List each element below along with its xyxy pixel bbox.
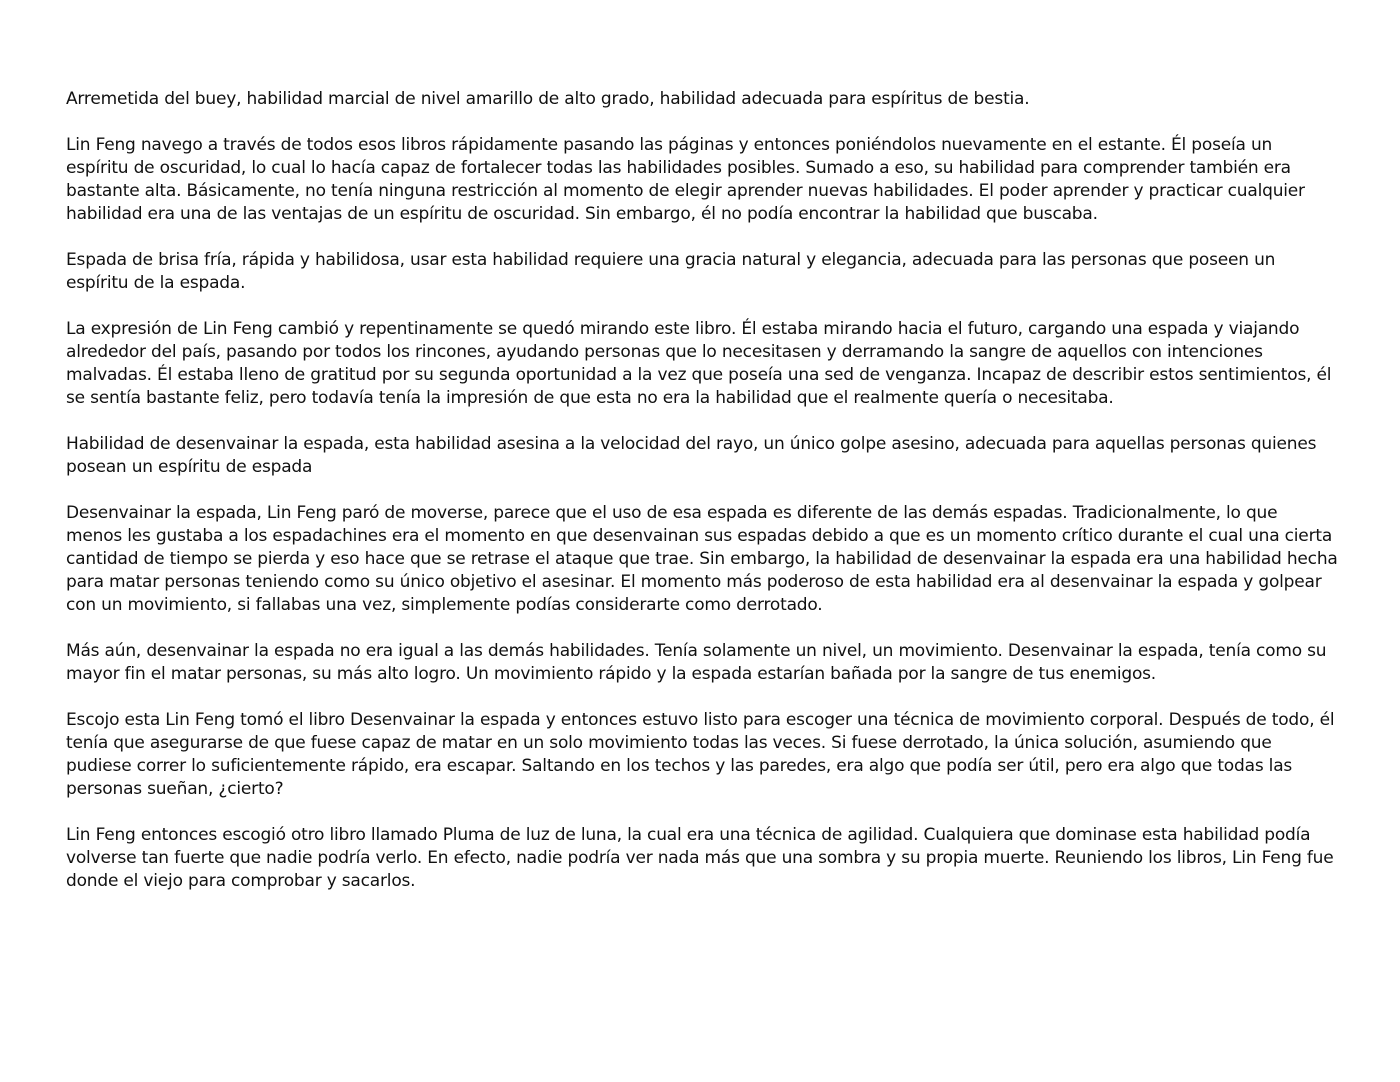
- paragraph-3: Espada de brisa fría, rápida y habilidosa, usar esta habilidad requiere una gracia natural y elegancia, adecuada para las personas que poseen un espíritu de la espada.: [66, 250, 1276, 293]
- paragraph-2: Lin Feng navego a través de todos esos libros rápidamente pasando las páginas y entonces poniéndolos nuevamente en el estante. Él poseía un espíritu de oscuridad, lo cual lo hacía capaz de fortalecer todas las habilidades posibles. Sumado a eso, su habilidad para comprender también era bastante alta. Básicamente, no tenía ninguna restricción al momento de elegir aprender nuevas habilidades. El poder aprender y practicar cualquier habilidad era una de las ventajas de un espíritu de oscuridad. Sin embargo, él no podía encontrar la habilidad que buscaba.: [66, 135, 1305, 224]
- paragraph-1: Arremetida del buey, habilidad marcial de nivel amarillo de alto grado, habilidad adecuada para espíritus de bestia.: [66, 89, 1030, 109]
- paragraph-8: Escojo esta Lin Feng tomó el libro Desenvainar la espada y entonces estuvo listo para escoger una técnica de movimiento corporal. Después de todo, él tenía que asegurarse de que fuese capaz de matar en un solo movimiento todas las veces. Si fuese derrotado, la única solución, asumiendo que pudiese correr lo suficientemente rápido, era escapar. Saltando en los techos y las paredes, era algo que podía ser útil, pero era algo que todas las personas sueñan, ¿cierto?: [66, 710, 1335, 799]
- paragraph-7: Más aún, desenvainar la espada no era igual a las demás habilidades. Tenía solamente un nivel, un movimiento. Desenvainar la espada, tenía como su mayor fin el matar personas, su más alto logro. Un movimiento rápido y la espada estarían bañada por la sangre de tus enemigos.: [66, 641, 1327, 684]
- paragraph-6: Desenvainar la espada, Lin Feng paró de moverse, parece que el uso de esa espada es diferente de las demás espadas. Tradicionalmente, lo que menos les gustaba a los espadachines era el momento en que desenvainan sus espadas debido a que es un momento crítico durante el cual una cierta cantidad de tiempo se pierda y eso hace que se retrase el ataque que trae. Sin embargo, la habilidad de desenvainar la espada era una habilidad hecha para matar personas teniendo como su único objetivo el asesinar. El momento más poderoso de esta habilidad era al desenvainar la espada y golpear con un movimiento, si fallabas una vez, simplemente podías considerarte como derrotado.: [66, 503, 1338, 615]
- paragraph-4: La expresión de Lin Feng cambió y repentinamente se quedó mirando este libro. Él estaba mirando hacia el futuro, cargando una espada y viajando alrededor del país, pasando por todos los rincones, ayudando personas que lo necesitasen y derramando la sangre de aquellos con intenciones malvadas. Él estaba lleno de gratitud por su segunda oportunidad a la vez que poseía una sed de venganza. Incapaz de describir estos sentimientos, él se sentía bastante feliz, pero todavía tenía la impresión de que esta no era la habilidad que el realmente quería o necesitaba.: [66, 319, 1332, 408]
- paragraph-9: Lin Feng entonces escogió otro libro llamado Pluma de luz de luna, la cual era una técnica de agilidad. Cualquiera que dominase esta habilidad podía volverse tan fuerte que nadie podría verlo. En efecto, nadie podría ver nada más que una sombra y su propia muerte. Reuniendo los libros, Lin Feng fue donde el viejo para comprobar y sacarlos.: [66, 825, 1334, 891]
- paragraph-5: Habilidad de desenvainar la espada, esta habilidad asesina a la velocidad del rayo, un único golpe asesino, adecuada para aquellas personas quienes posean un espíritu de espada: [66, 434, 1317, 477]
- document-page: [66, 88, 1338, 916]
